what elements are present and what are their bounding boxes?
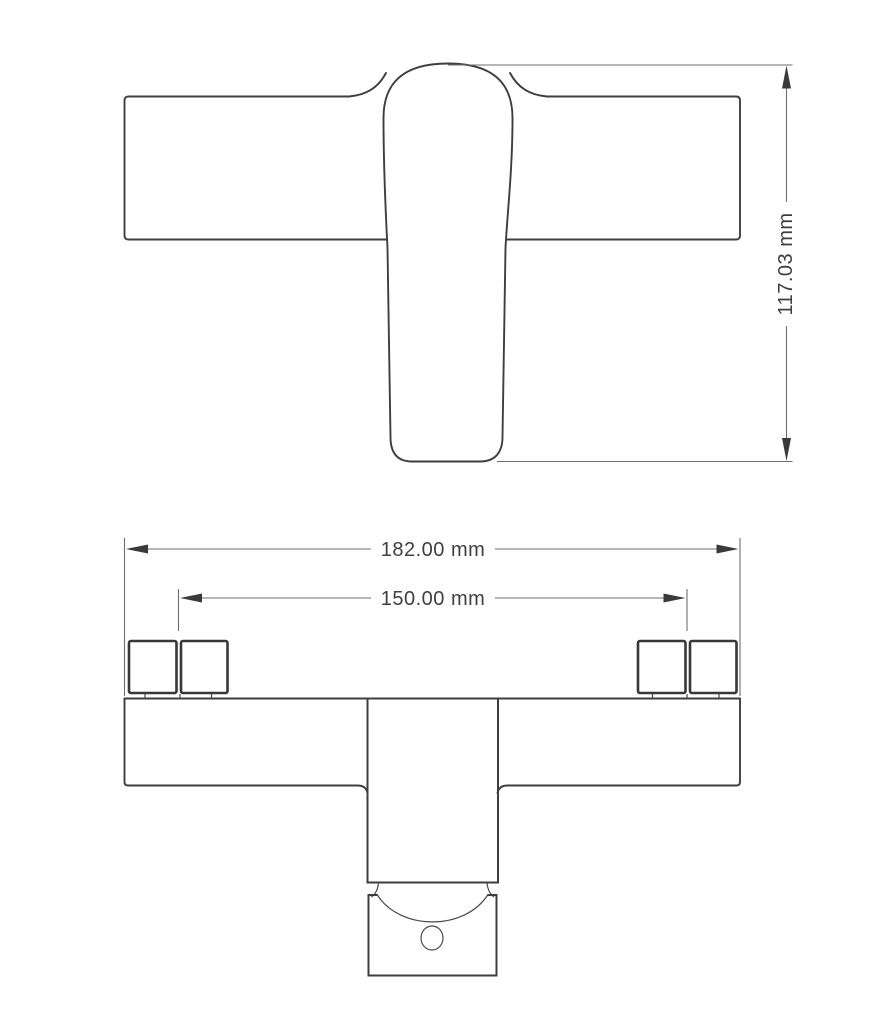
height-dimension-label: 117.03 mm — [775, 212, 797, 316]
centers-arrow-right — [664, 594, 686, 603]
right-connector-block — [638, 641, 737, 698]
plan-view — [125, 538, 741, 976]
left-connector-feet — [145, 694, 212, 698]
centers-arrow-left — [180, 594, 202, 603]
front-handle-fillet-right — [510, 73, 547, 97]
left-connector-square-inner — [181, 641, 228, 693]
left-connector-block — [129, 641, 228, 698]
width-arrow-right — [717, 545, 739, 554]
width-dimension-label: 182.00 mm — [380, 539, 486, 561]
spout-outlet-hole — [421, 926, 443, 950]
right-connector-square-inner — [638, 641, 686, 693]
spout-column-outline — [368, 699, 499, 883]
front-handle-fillet-left — [349, 73, 386, 97]
plan-body-right-outline — [498, 699, 741, 794]
left-connector-square-outer — [129, 641, 177, 693]
front-body-right-outline — [505, 97, 740, 240]
spout-cap-arc — [377, 895, 488, 922]
front-view — [125, 64, 798, 462]
plan-body-left-outline — [125, 699, 368, 794]
centers-dimension-label: 150.00 mm — [380, 588, 486, 610]
right-connector-square-outer — [690, 641, 737, 693]
front-handle-outline — [384, 64, 513, 462]
right-connector-feet — [653, 694, 720, 698]
front-body-left-outline — [125, 97, 388, 240]
width-arrow-left — [126, 545, 148, 554]
height-arrow-down — [782, 438, 791, 461]
height-arrow-up — [782, 66, 791, 89]
